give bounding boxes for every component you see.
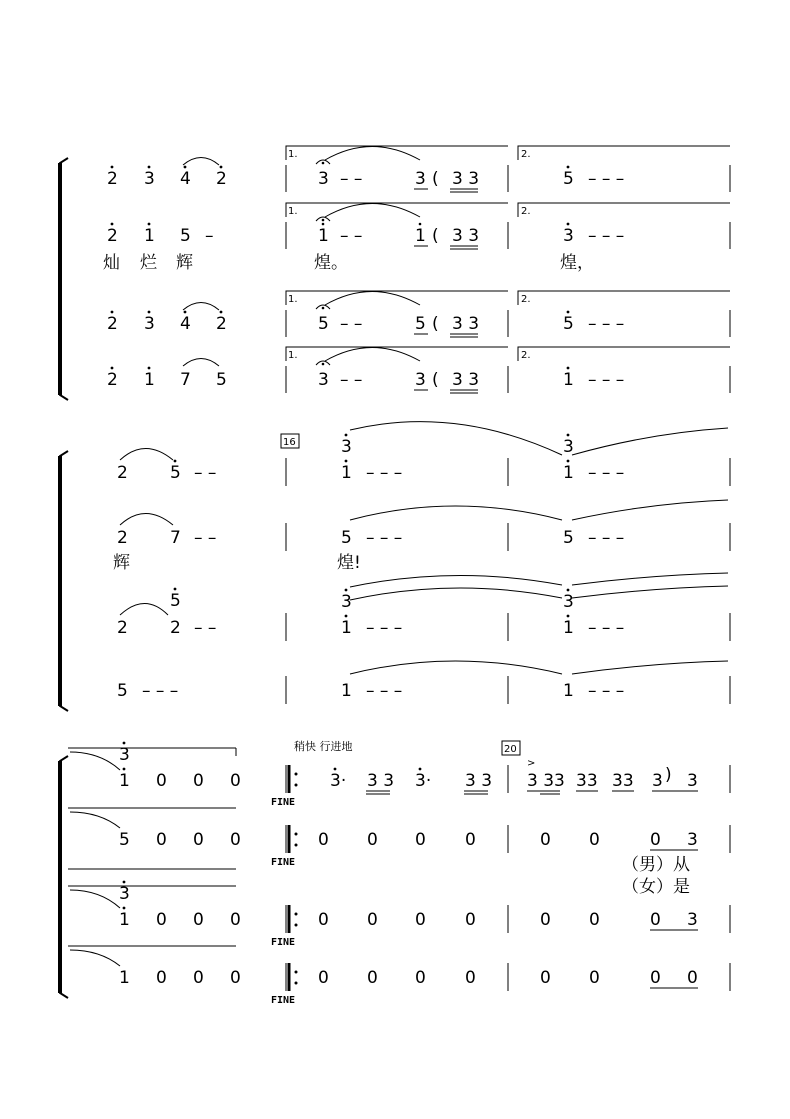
- rest: 0: [230, 771, 241, 791]
- note: 33: [612, 771, 634, 791]
- note: 5: [117, 681, 128, 701]
- note: 3 3: [465, 771, 493, 791]
- note: 1: [119, 968, 130, 988]
- note: 2: [216, 314, 227, 334]
- lyric: 煌，: [560, 253, 594, 273]
- slur: [183, 303, 219, 311]
- lyric: （女）是: [622, 877, 690, 897]
- dash: – – –: [588, 370, 625, 390]
- rest: 0: [367, 968, 378, 988]
- note: 5: [563, 169, 574, 189]
- tie: [350, 588, 562, 600]
- system-3: [60, 739, 730, 1006]
- note: 3: [687, 771, 698, 791]
- dash: – –: [194, 528, 217, 548]
- stave-4: [117, 661, 730, 704]
- note: 3: [563, 592, 574, 612]
- note: 2: [117, 463, 128, 483]
- tie: [572, 586, 728, 598]
- note: 3 3: [452, 226, 480, 246]
- slur: [183, 359, 219, 367]
- note: 1: [144, 226, 155, 246]
- rest: 0: [465, 910, 476, 930]
- paren: (: [432, 314, 439, 334]
- rest: 0: [367, 910, 378, 930]
- note: 1: [119, 771, 130, 791]
- note: 3·: [415, 771, 432, 791]
- measure-number: 20: [504, 744, 517, 755]
- tie: [572, 573, 728, 585]
- note: 1: [144, 370, 155, 390]
- dash: – – –: [588, 314, 625, 334]
- rest: 0: [230, 910, 241, 930]
- tempo-marking: 稍快 行进地: [294, 740, 353, 753]
- stave-1: [68, 742, 730, 808]
- note: 1: [341, 463, 352, 483]
- rest: 0: [193, 968, 204, 988]
- volta-label: 1.: [288, 350, 298, 361]
- lyric: （男）从: [622, 855, 690, 875]
- note: 1: [415, 226, 426, 246]
- rest: 0: [367, 830, 378, 850]
- slur: [120, 604, 168, 616]
- note: 3: [318, 370, 329, 390]
- note: 7: [180, 370, 191, 390]
- note: 2: [170, 618, 181, 638]
- fine-mark: FINE: [271, 937, 296, 948]
- lyric: 烂: [140, 253, 157, 273]
- tie: [325, 147, 420, 161]
- dash: – –: [340, 370, 363, 390]
- dash: – –: [194, 463, 217, 483]
- note: 5: [415, 314, 426, 334]
- note: 3: [144, 169, 155, 189]
- note: 1: [563, 370, 574, 390]
- rest: 0: [230, 830, 241, 850]
- volta-label: 2.: [521, 350, 531, 361]
- paren: (: [432, 169, 439, 189]
- note: 4: [180, 169, 191, 189]
- note: 1: [341, 618, 352, 638]
- rest: 0: [465, 830, 476, 850]
- stave-1: [117, 422, 730, 486]
- note: 5: [119, 830, 130, 850]
- volta-bracket: [286, 146, 508, 160]
- dash: –: [205, 226, 214, 246]
- note: 5: [341, 528, 352, 548]
- tie: [572, 500, 728, 520]
- dash: – – –: [588, 618, 625, 638]
- rest: 0: [193, 771, 204, 791]
- lyric: 煌。: [314, 253, 348, 273]
- lyric: 灿: [103, 253, 120, 273]
- tie: [325, 204, 420, 218]
- paren: (: [432, 370, 439, 390]
- tie: [350, 661, 562, 674]
- slur: [120, 449, 173, 461]
- rest: 0: [415, 910, 426, 930]
- note: 2: [107, 314, 118, 334]
- slur: [120, 514, 173, 526]
- note: 3: [563, 226, 574, 246]
- note: 2: [107, 226, 118, 246]
- tie: [325, 348, 420, 362]
- dash: – – –: [588, 226, 625, 246]
- note: 3 3: [367, 771, 395, 791]
- rest: 0: [156, 771, 167, 791]
- dash: – –: [340, 226, 363, 246]
- note: 3 3: [452, 169, 480, 189]
- note: 3·: [330, 771, 347, 791]
- note: 2: [117, 528, 128, 548]
- volta-bracket: [518, 146, 730, 160]
- rest: 0: [156, 830, 167, 850]
- note: 3: [563, 437, 574, 457]
- rest: 0: [156, 968, 167, 988]
- stave-4: [68, 946, 730, 1006]
- note: 3: [652, 771, 663, 791]
- paren: ): [665, 765, 672, 785]
- note: 5: [216, 370, 227, 390]
- volta-label: 1.: [288, 149, 298, 160]
- rest: 0: [318, 830, 329, 850]
- note: 3 3: [452, 314, 480, 334]
- rest: 0: [465, 968, 476, 988]
- rest: 0: [318, 910, 329, 930]
- lyric: 煌!: [337, 553, 361, 573]
- rest: 0: [589, 830, 600, 850]
- dash: – – –: [142, 681, 179, 701]
- dash: – –: [340, 169, 363, 189]
- rest: 0: [540, 910, 551, 930]
- note: 3 33: [527, 771, 565, 791]
- rest: 0: [589, 910, 600, 930]
- volta-label: 1.: [288, 206, 298, 217]
- dash: – – –: [366, 463, 403, 483]
- note: 3: [119, 745, 130, 765]
- stave-2: [113, 500, 730, 573]
- system-2: [60, 422, 730, 711]
- rest: 0: [650, 830, 661, 850]
- tie: [350, 422, 562, 455]
- stave-1: [107, 146, 730, 192]
- rest: 0: [415, 830, 426, 850]
- stave-2: [103, 203, 730, 273]
- note: 33: [576, 771, 598, 791]
- paren: (: [432, 226, 439, 246]
- rest: 0: [193, 830, 204, 850]
- note: 3: [341, 437, 352, 457]
- note: 0: [687, 968, 698, 988]
- dash: – – –: [588, 681, 625, 701]
- rest: 0: [650, 910, 661, 930]
- note: 5: [318, 314, 329, 334]
- note: 3: [415, 370, 426, 390]
- note: 1: [341, 681, 352, 701]
- rest: 0: [540, 830, 551, 850]
- note: 1: [563, 618, 574, 638]
- rest: 0: [540, 968, 551, 988]
- rest: 0: [415, 968, 426, 988]
- measure-number: 16: [283, 437, 296, 448]
- rest: 0: [589, 968, 600, 988]
- stave-2: [68, 808, 730, 897]
- dash: – – –: [366, 681, 403, 701]
- rest: 0: [318, 968, 329, 988]
- note: 2: [117, 618, 128, 638]
- system-1: [60, 146, 730, 400]
- fine-mark: FINE: [271, 995, 296, 1006]
- note: 5: [563, 314, 574, 334]
- lyric: 辉: [113, 553, 130, 573]
- note: 5: [180, 226, 191, 246]
- rest: 0: [230, 968, 241, 988]
- note: 3 3: [452, 370, 480, 390]
- note: 3: [687, 910, 698, 930]
- stave-3: [117, 573, 730, 641]
- dash: – –: [194, 618, 217, 638]
- note: 1: [563, 463, 574, 483]
- dash: – – –: [366, 618, 403, 638]
- note: 2: [107, 169, 118, 189]
- dash: – – –: [588, 169, 625, 189]
- tie: [350, 506, 562, 520]
- note: 3: [687, 830, 698, 850]
- dash: – – –: [366, 528, 403, 548]
- note: 2: [107, 370, 118, 390]
- accent: >: [527, 758, 536, 769]
- volta-label: 2.: [521, 149, 531, 160]
- note: 3: [144, 314, 155, 334]
- rest: 0: [156, 910, 167, 930]
- note: 1: [563, 681, 574, 701]
- tie: [350, 575, 562, 587]
- lyric: 辉: [176, 253, 193, 273]
- stave-4: [107, 347, 730, 393]
- dash: – –: [340, 314, 363, 334]
- note: 5: [170, 463, 181, 483]
- note: 2: [216, 169, 227, 189]
- stave-3: [107, 291, 730, 337]
- rest: 0: [193, 910, 204, 930]
- rest: 0: [650, 968, 661, 988]
- note: 5: [563, 528, 574, 548]
- note: 3: [415, 169, 426, 189]
- fine-mark: FINE: [271, 857, 296, 868]
- tie: [572, 428, 728, 455]
- note: 3: [318, 169, 329, 189]
- volta-label: 2.: [521, 294, 531, 305]
- note: 7: [170, 528, 181, 548]
- volta-label: 1.: [288, 294, 298, 305]
- tie: [572, 661, 728, 674]
- note: 5: [170, 591, 181, 611]
- note: 3: [119, 884, 130, 904]
- fine-mark: FINE: [271, 797, 296, 808]
- note: 3: [341, 592, 352, 612]
- slur: [183, 158, 219, 166]
- tie: [325, 292, 420, 306]
- volta-label: 2.: [521, 206, 531, 217]
- note: 1: [318, 226, 329, 246]
- note: 1: [119, 910, 130, 930]
- note: 4: [180, 314, 191, 334]
- dash: – – –: [588, 463, 625, 483]
- dash: – – –: [588, 528, 625, 548]
